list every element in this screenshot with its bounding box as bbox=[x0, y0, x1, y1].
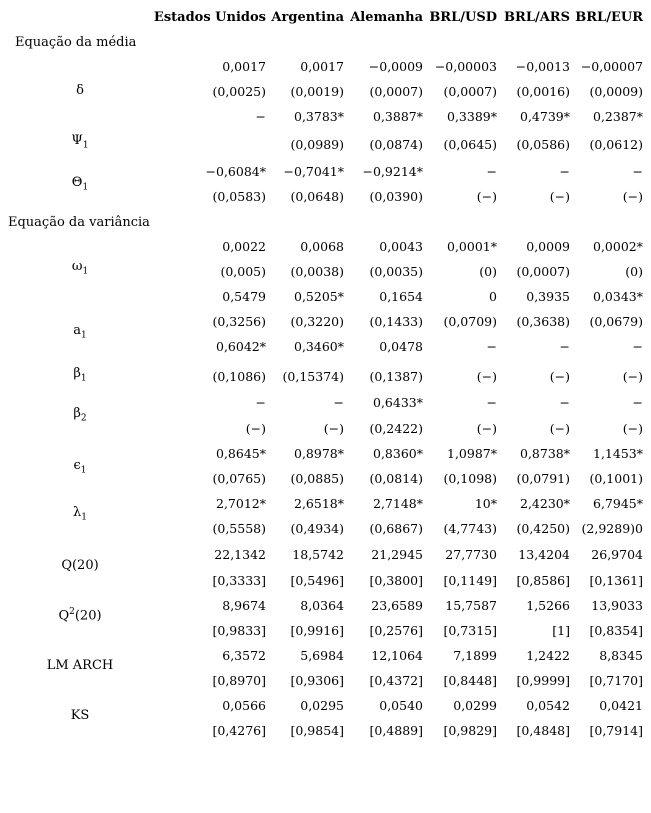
cell: 0,1654 bbox=[379, 289, 423, 304]
cell: 0,4739* bbox=[520, 109, 570, 124]
cell: 0,6433* bbox=[373, 395, 423, 410]
cell: (0,3256) bbox=[212, 314, 266, 329]
cell: 0 bbox=[489, 289, 497, 304]
cell: [0,8970] bbox=[212, 673, 266, 688]
cell: (0,005) bbox=[220, 264, 266, 279]
cell: 0,0566 bbox=[222, 698, 266, 713]
cell: (0,0586) bbox=[516, 137, 570, 152]
table-row bbox=[0, 468, 651, 492]
cell: 0,0542 bbox=[526, 698, 570, 713]
cell: (0,0016) bbox=[516, 84, 570, 99]
table-row bbox=[0, 286, 651, 310]
cell: 0,3887* bbox=[373, 109, 423, 124]
cell: (−) bbox=[622, 189, 643, 204]
cell: 2,6518* bbox=[294, 496, 344, 511]
cell: 15,7587 bbox=[445, 598, 497, 613]
cell: − bbox=[632, 395, 643, 410]
header-alemanha: Alemanha bbox=[350, 10, 423, 25]
cell: [0,3333] bbox=[212, 573, 266, 588]
cell: 8,0364 bbox=[300, 598, 344, 613]
cell: [0,7914] bbox=[589, 723, 643, 738]
cell: −0,0013 bbox=[515, 59, 570, 74]
table-row bbox=[0, 106, 651, 130]
cell: (0,3638) bbox=[516, 314, 570, 329]
cell: − bbox=[559, 339, 570, 354]
label-q2-20: $Q^2(20)$ bbox=[58, 607, 102, 624]
cell: 23,6589 bbox=[371, 598, 423, 613]
cell: [0,9999] bbox=[516, 673, 570, 688]
cell: 0,0043 bbox=[379, 239, 423, 254]
cell: 6,3572 bbox=[222, 648, 266, 663]
table-row bbox=[0, 570, 651, 594]
cell: (−) bbox=[549, 369, 570, 384]
cell: (0,0025) bbox=[212, 84, 266, 99]
cell: 0,0002* bbox=[593, 239, 643, 254]
cell: (−) bbox=[245, 421, 266, 436]
cell: 0,3460* bbox=[294, 339, 344, 354]
cell: (0,0007) bbox=[369, 84, 423, 99]
cell: (0,0679) bbox=[589, 314, 643, 329]
cell: (−) bbox=[549, 421, 570, 436]
label-beta2: $\beta_2$ bbox=[73, 406, 87, 424]
label-epsilon1: $\epsilon_1$ bbox=[73, 458, 87, 476]
cell: 5,6984 bbox=[300, 648, 344, 663]
cell: [0,1149] bbox=[443, 573, 497, 588]
cell: (0,15374) bbox=[282, 369, 344, 384]
cell: 12,1064 bbox=[371, 648, 423, 663]
cell: 1,0987* bbox=[447, 446, 497, 461]
cell: (0,0791) bbox=[516, 471, 570, 486]
cell: −0,7041* bbox=[283, 164, 344, 179]
cell: (0,0035) bbox=[369, 264, 423, 279]
cell: 0,8738* bbox=[520, 446, 570, 461]
header-estados-unidos: Estados Unidos bbox=[153, 10, 266, 25]
cell: (0,0765) bbox=[212, 471, 266, 486]
cell: (0,0583) bbox=[212, 189, 266, 204]
cell: (0,1433) bbox=[369, 314, 423, 329]
table-row bbox=[0, 56, 651, 80]
table-row bbox=[0, 161, 651, 185]
table-row bbox=[0, 620, 651, 644]
cell: − bbox=[632, 339, 643, 354]
cell: [0,9306] bbox=[290, 673, 344, 688]
cell: 13,9033 bbox=[591, 598, 643, 613]
cell: −0,0009 bbox=[368, 59, 423, 74]
label-q20: Q(20) bbox=[61, 558, 99, 573]
cell: [0,9829] bbox=[443, 723, 497, 738]
cell: 0,0421 bbox=[599, 698, 643, 713]
table-row bbox=[0, 186, 651, 210]
cell: 0,3783* bbox=[294, 109, 344, 124]
cell: (0,0885) bbox=[290, 471, 344, 486]
section-variancia: Equação da variância bbox=[8, 215, 150, 230]
cell: 0,0017 bbox=[222, 59, 266, 74]
cell: 0,0343* bbox=[593, 289, 643, 304]
cell: 21,2945 bbox=[371, 547, 423, 562]
cell: 0,5205* bbox=[294, 289, 344, 304]
cell: (0,0645) bbox=[443, 137, 497, 152]
cell: 0,3389* bbox=[447, 109, 497, 124]
cell: 1,2422 bbox=[526, 648, 570, 663]
table-row bbox=[0, 518, 651, 542]
header-brl-ars: BRL/ARS bbox=[504, 10, 570, 25]
cell: [0,9916] bbox=[290, 623, 344, 638]
cell: [0,3800] bbox=[369, 573, 423, 588]
cell: 0,0540 bbox=[379, 698, 423, 713]
table-row bbox=[0, 81, 651, 105]
cell: (−) bbox=[622, 421, 643, 436]
cell: [0,7170] bbox=[589, 673, 643, 688]
cell: 0,3935 bbox=[526, 289, 570, 304]
cell: [0,2576] bbox=[369, 623, 423, 638]
header-brl-usd: BRL/USD bbox=[429, 10, 497, 25]
cell: 27,7730 bbox=[445, 547, 497, 562]
cell: [0,4276] bbox=[212, 723, 266, 738]
label-psi1: $\Psi_1$ bbox=[71, 133, 89, 151]
cell: −0,00003 bbox=[434, 59, 497, 74]
cell: (0,0648) bbox=[290, 189, 344, 204]
cell: (0,1001) bbox=[589, 471, 643, 486]
table-row bbox=[0, 695, 651, 719]
cell: − bbox=[486, 339, 497, 354]
cell: 0,8360* bbox=[373, 446, 423, 461]
label-a1: $a_1$ bbox=[73, 323, 87, 341]
table-row bbox=[0, 366, 651, 390]
table-row bbox=[0, 261, 651, 285]
cell: [0,7315] bbox=[443, 623, 497, 638]
cell: −0,00007 bbox=[580, 59, 643, 74]
cell: (−) bbox=[476, 369, 497, 384]
cell: − bbox=[632, 164, 643, 179]
cell: 0,0299 bbox=[453, 698, 497, 713]
cell: 0,6042* bbox=[216, 339, 266, 354]
cell: 0,8645* bbox=[216, 446, 266, 461]
cell: [0,9854] bbox=[290, 723, 344, 738]
cell: (0) bbox=[479, 264, 497, 279]
cell: [1] bbox=[552, 623, 570, 638]
cell: 2,7012* bbox=[216, 496, 266, 511]
cell: (4,7743) bbox=[443, 521, 497, 536]
table-row bbox=[0, 443, 651, 467]
label-lambda1: $\lambda_1$ bbox=[73, 505, 87, 523]
label-delta: δ bbox=[76, 83, 84, 98]
label-lm-arch: LM ARCH bbox=[46, 658, 114, 673]
label-ks: KS bbox=[70, 708, 90, 723]
cell: [0,8354] bbox=[589, 623, 643, 638]
cell: 22,1342 bbox=[214, 547, 266, 562]
cell: (0,3220) bbox=[290, 314, 344, 329]
cell: [0,4372] bbox=[369, 673, 423, 688]
table-row bbox=[0, 670, 651, 694]
cell: (0,4934) bbox=[290, 521, 344, 536]
cell: (2,9289)0 bbox=[581, 521, 643, 536]
cell: [0,4889] bbox=[369, 723, 423, 738]
cell: (0,6867) bbox=[369, 521, 423, 536]
cell: 0,0478 bbox=[379, 339, 423, 354]
cell: 0,0001* bbox=[447, 239, 497, 254]
table-row bbox=[0, 493, 651, 517]
cell: (0,2422) bbox=[369, 421, 423, 436]
table-row bbox=[0, 720, 651, 744]
cell: −0,9214* bbox=[362, 164, 423, 179]
cell: − bbox=[255, 395, 266, 410]
cell: 0,0068 bbox=[300, 239, 344, 254]
cell: (0,0019) bbox=[290, 84, 344, 99]
cell: 0,5479 bbox=[222, 289, 266, 304]
cell: 8,9674 bbox=[222, 598, 266, 613]
cell: (0,1387) bbox=[369, 369, 423, 384]
cell: 18,5742 bbox=[292, 547, 344, 562]
cell: (0,0709) bbox=[443, 314, 497, 329]
cell: 6,7945* bbox=[593, 496, 643, 511]
cell: (−) bbox=[622, 369, 643, 384]
cell: (0,0009) bbox=[589, 84, 643, 99]
cell: [0,4848] bbox=[516, 723, 570, 738]
cell: − bbox=[486, 164, 497, 179]
table-row bbox=[0, 418, 651, 442]
cell: (0,0612) bbox=[589, 137, 643, 152]
cell: (0,5558) bbox=[212, 521, 266, 536]
cell: [0,1361] bbox=[589, 573, 643, 588]
cell: (−) bbox=[476, 421, 497, 436]
cell: 2,7148* bbox=[373, 496, 423, 511]
cell: [0,8448] bbox=[443, 673, 497, 688]
cell: − bbox=[333, 395, 344, 410]
cell: (0,0874) bbox=[369, 137, 423, 152]
cell: 0,0009 bbox=[526, 239, 570, 254]
cell: (0,0007) bbox=[443, 84, 497, 99]
cell: 7,1899 bbox=[453, 648, 497, 663]
cell: 1,5266 bbox=[526, 598, 570, 613]
cell: [0,9833] bbox=[212, 623, 266, 638]
label-omega1: $\omega_1$ bbox=[71, 259, 89, 277]
cell: (0,1098) bbox=[443, 471, 497, 486]
cell: −0,6084* bbox=[205, 164, 266, 179]
cell: 8,8345 bbox=[599, 648, 643, 663]
table-row bbox=[0, 392, 651, 416]
cell: (0,4250) bbox=[516, 521, 570, 536]
cell: [0,5496] bbox=[290, 573, 344, 588]
cell: 0,0017 bbox=[300, 59, 344, 74]
table-row bbox=[0, 336, 651, 360]
cell: 13,4204 bbox=[518, 547, 570, 562]
cell: − bbox=[486, 395, 497, 410]
cell: (0,0038) bbox=[290, 264, 344, 279]
cell: 0,8978* bbox=[294, 446, 344, 461]
cell: 1,1453* bbox=[593, 446, 643, 461]
table-row bbox=[0, 236, 651, 260]
cell: (−) bbox=[323, 421, 344, 436]
cell: 0,2387* bbox=[593, 109, 643, 124]
cell: 2,4230* bbox=[520, 496, 570, 511]
cell: (−) bbox=[476, 189, 497, 204]
cell: (0) bbox=[625, 264, 643, 279]
label-beta1: $\beta_1$ bbox=[73, 366, 87, 384]
table-row bbox=[0, 311, 651, 335]
cell: (0,1086) bbox=[212, 369, 266, 384]
cell: 0,0022 bbox=[222, 239, 266, 254]
table-row bbox=[0, 544, 651, 568]
cell: 0,0295 bbox=[300, 698, 344, 713]
cell: (0,0007) bbox=[516, 264, 570, 279]
header-argentina: Argentina bbox=[271, 10, 344, 25]
table-row bbox=[0, 645, 651, 669]
label-theta1: $\Theta_1$ bbox=[71, 175, 89, 193]
cell: (0,0390) bbox=[369, 189, 423, 204]
section-media: Equação da média bbox=[15, 35, 137, 50]
cell: [0,8586] bbox=[516, 573, 570, 588]
header-brl-eur: BRL/EUR bbox=[575, 10, 643, 25]
cell: 26,9704 bbox=[591, 547, 643, 562]
table-row bbox=[0, 134, 651, 158]
cell: (−) bbox=[549, 189, 570, 204]
cell: − bbox=[559, 395, 570, 410]
cell: − bbox=[559, 164, 570, 179]
table-row bbox=[0, 595, 651, 619]
cell: (0,0989) bbox=[290, 137, 344, 152]
cell: (0,0814) bbox=[369, 471, 423, 486]
cell: − bbox=[255, 109, 266, 124]
cell: 10* bbox=[474, 496, 497, 511]
